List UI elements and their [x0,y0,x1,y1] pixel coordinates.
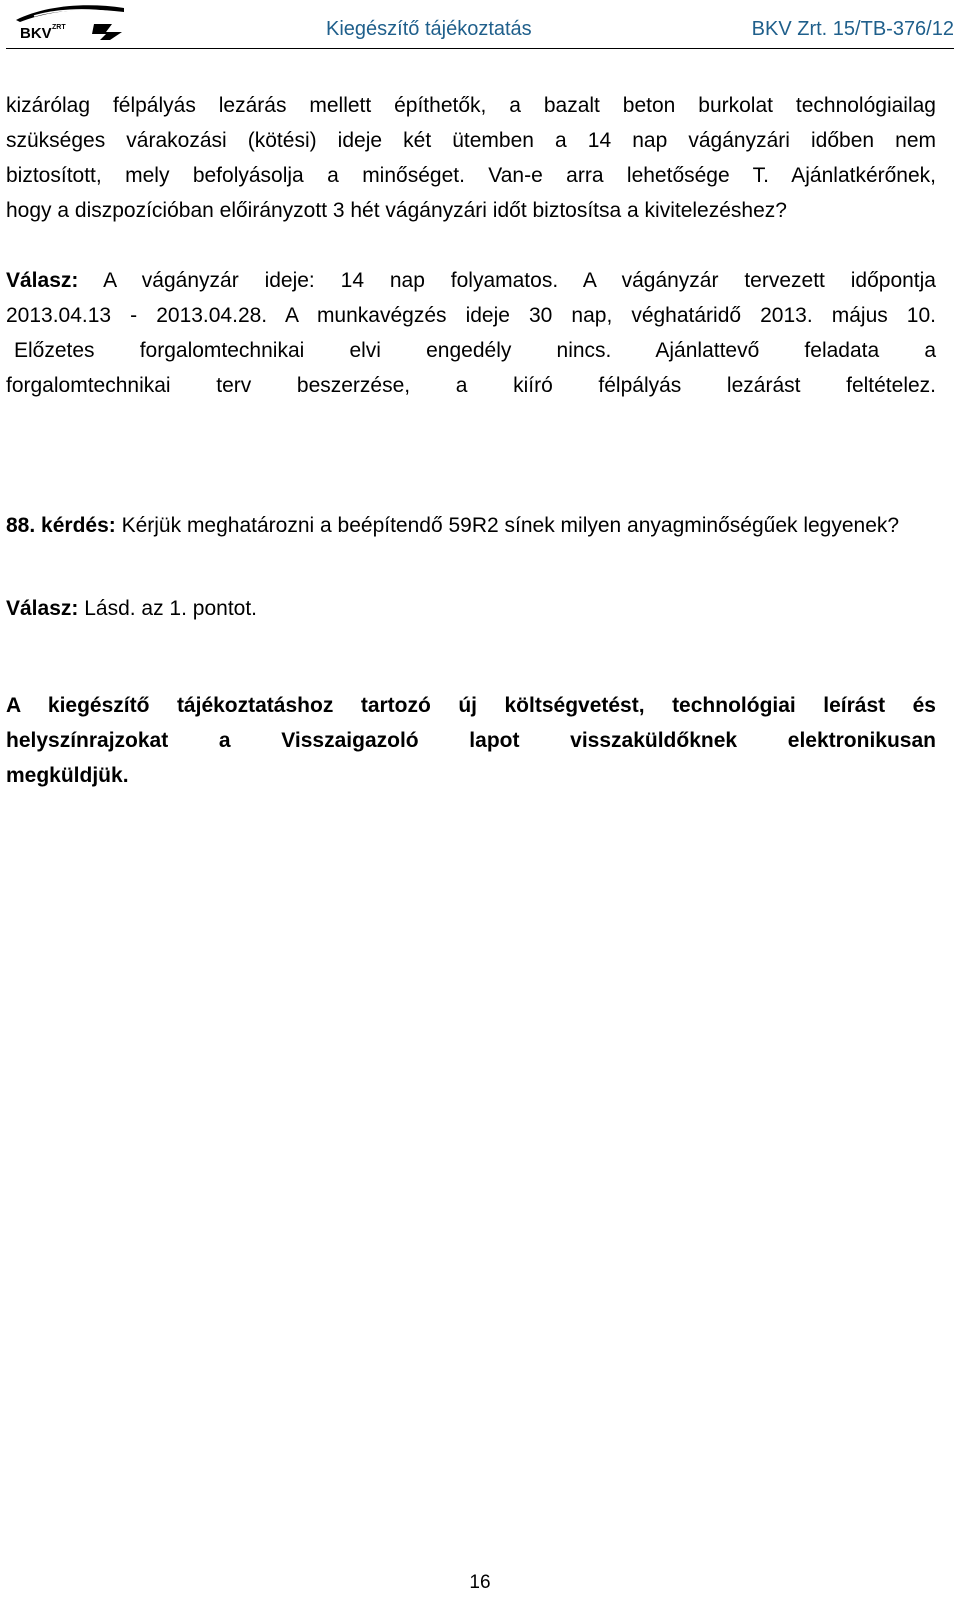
answer-label: Válasz: [6,597,79,620]
text-line: 2013.04.13 - 2013.04.28. A munkavégzés ideje 30 nap, véghatáridő 2013. május 10. [6,304,936,327]
page-header [0,0,960,58]
text-line: hogy a diszpozícióban előirányzott 3 hét vágányzári időt biztosítsa a kivitelezéshez? [6,199,787,222]
text-line: Válasz: A vágányzár ideje: 14 nap folyamatos. A vágányzár tervezett időpontja [6,269,936,292]
answer-label: Válasz: [6,269,79,292]
answer-88 [6,591,936,626]
document-reference: BKV Zrt. 15/TB-376/12 [751,18,954,40]
answer-text: Válasz: Lásd. az 1. pontot. [6,597,257,620]
question-continuation [6,88,936,228]
header-divider [6,48,954,49]
spacer [6,543,936,591]
question-text: 88. kérdés: Kérjük meghatározni a beépítendő 59R2 sínek milyen anyagminőségűek legyenek? [6,514,900,537]
text-line: biztosított, mely befolyásolja a minőséget. Van-e arra lehetősége T. Ajánlatkérőnek, [6,164,936,187]
bkv-logo [14,2,126,42]
text-line: szükséges várakozási (kötési) ideje két ütemben a 14 nap vágányzári időben nem [6,129,936,152]
text-line: helyszínrajzokat a Visszaigazoló lapot visszaküldőknek elektronikusan [6,729,936,752]
document-body [6,88,936,793]
spacer [6,626,936,688]
svg-text:BKV: BKV [20,25,52,42]
spacer [6,228,936,263]
text-line: megküldjük. [6,764,129,787]
question-label: kérdés: [35,514,116,537]
document-title: Kiegészítő tájékoztatás [326,18,532,40]
question-number: 88. [6,514,36,537]
text-line: A kiegészítő tájékoztatáshoz tartozó új költségvetést, technológiai leírást és [6,694,936,717]
text-line: forgalomtechnikai terv beszerzése, a kiíró félpályás lezárást feltételez. [6,374,936,397]
page-number: 16 [469,1572,491,1593]
svg-text:ZRT: ZRT [52,24,66,31]
answer-block [6,263,936,403]
text-line: Előzetes forgalomtechnikai elvi engedély nincs. Ajánlattevő feladata a [14,339,936,362]
closing-statement [6,688,936,793]
question-88 [6,508,936,543]
text-line: kizárólag félpályás lezárás mellett építhetők, a bazalt beton burkolat technológiailag [6,94,936,117]
spacer [6,403,936,508]
